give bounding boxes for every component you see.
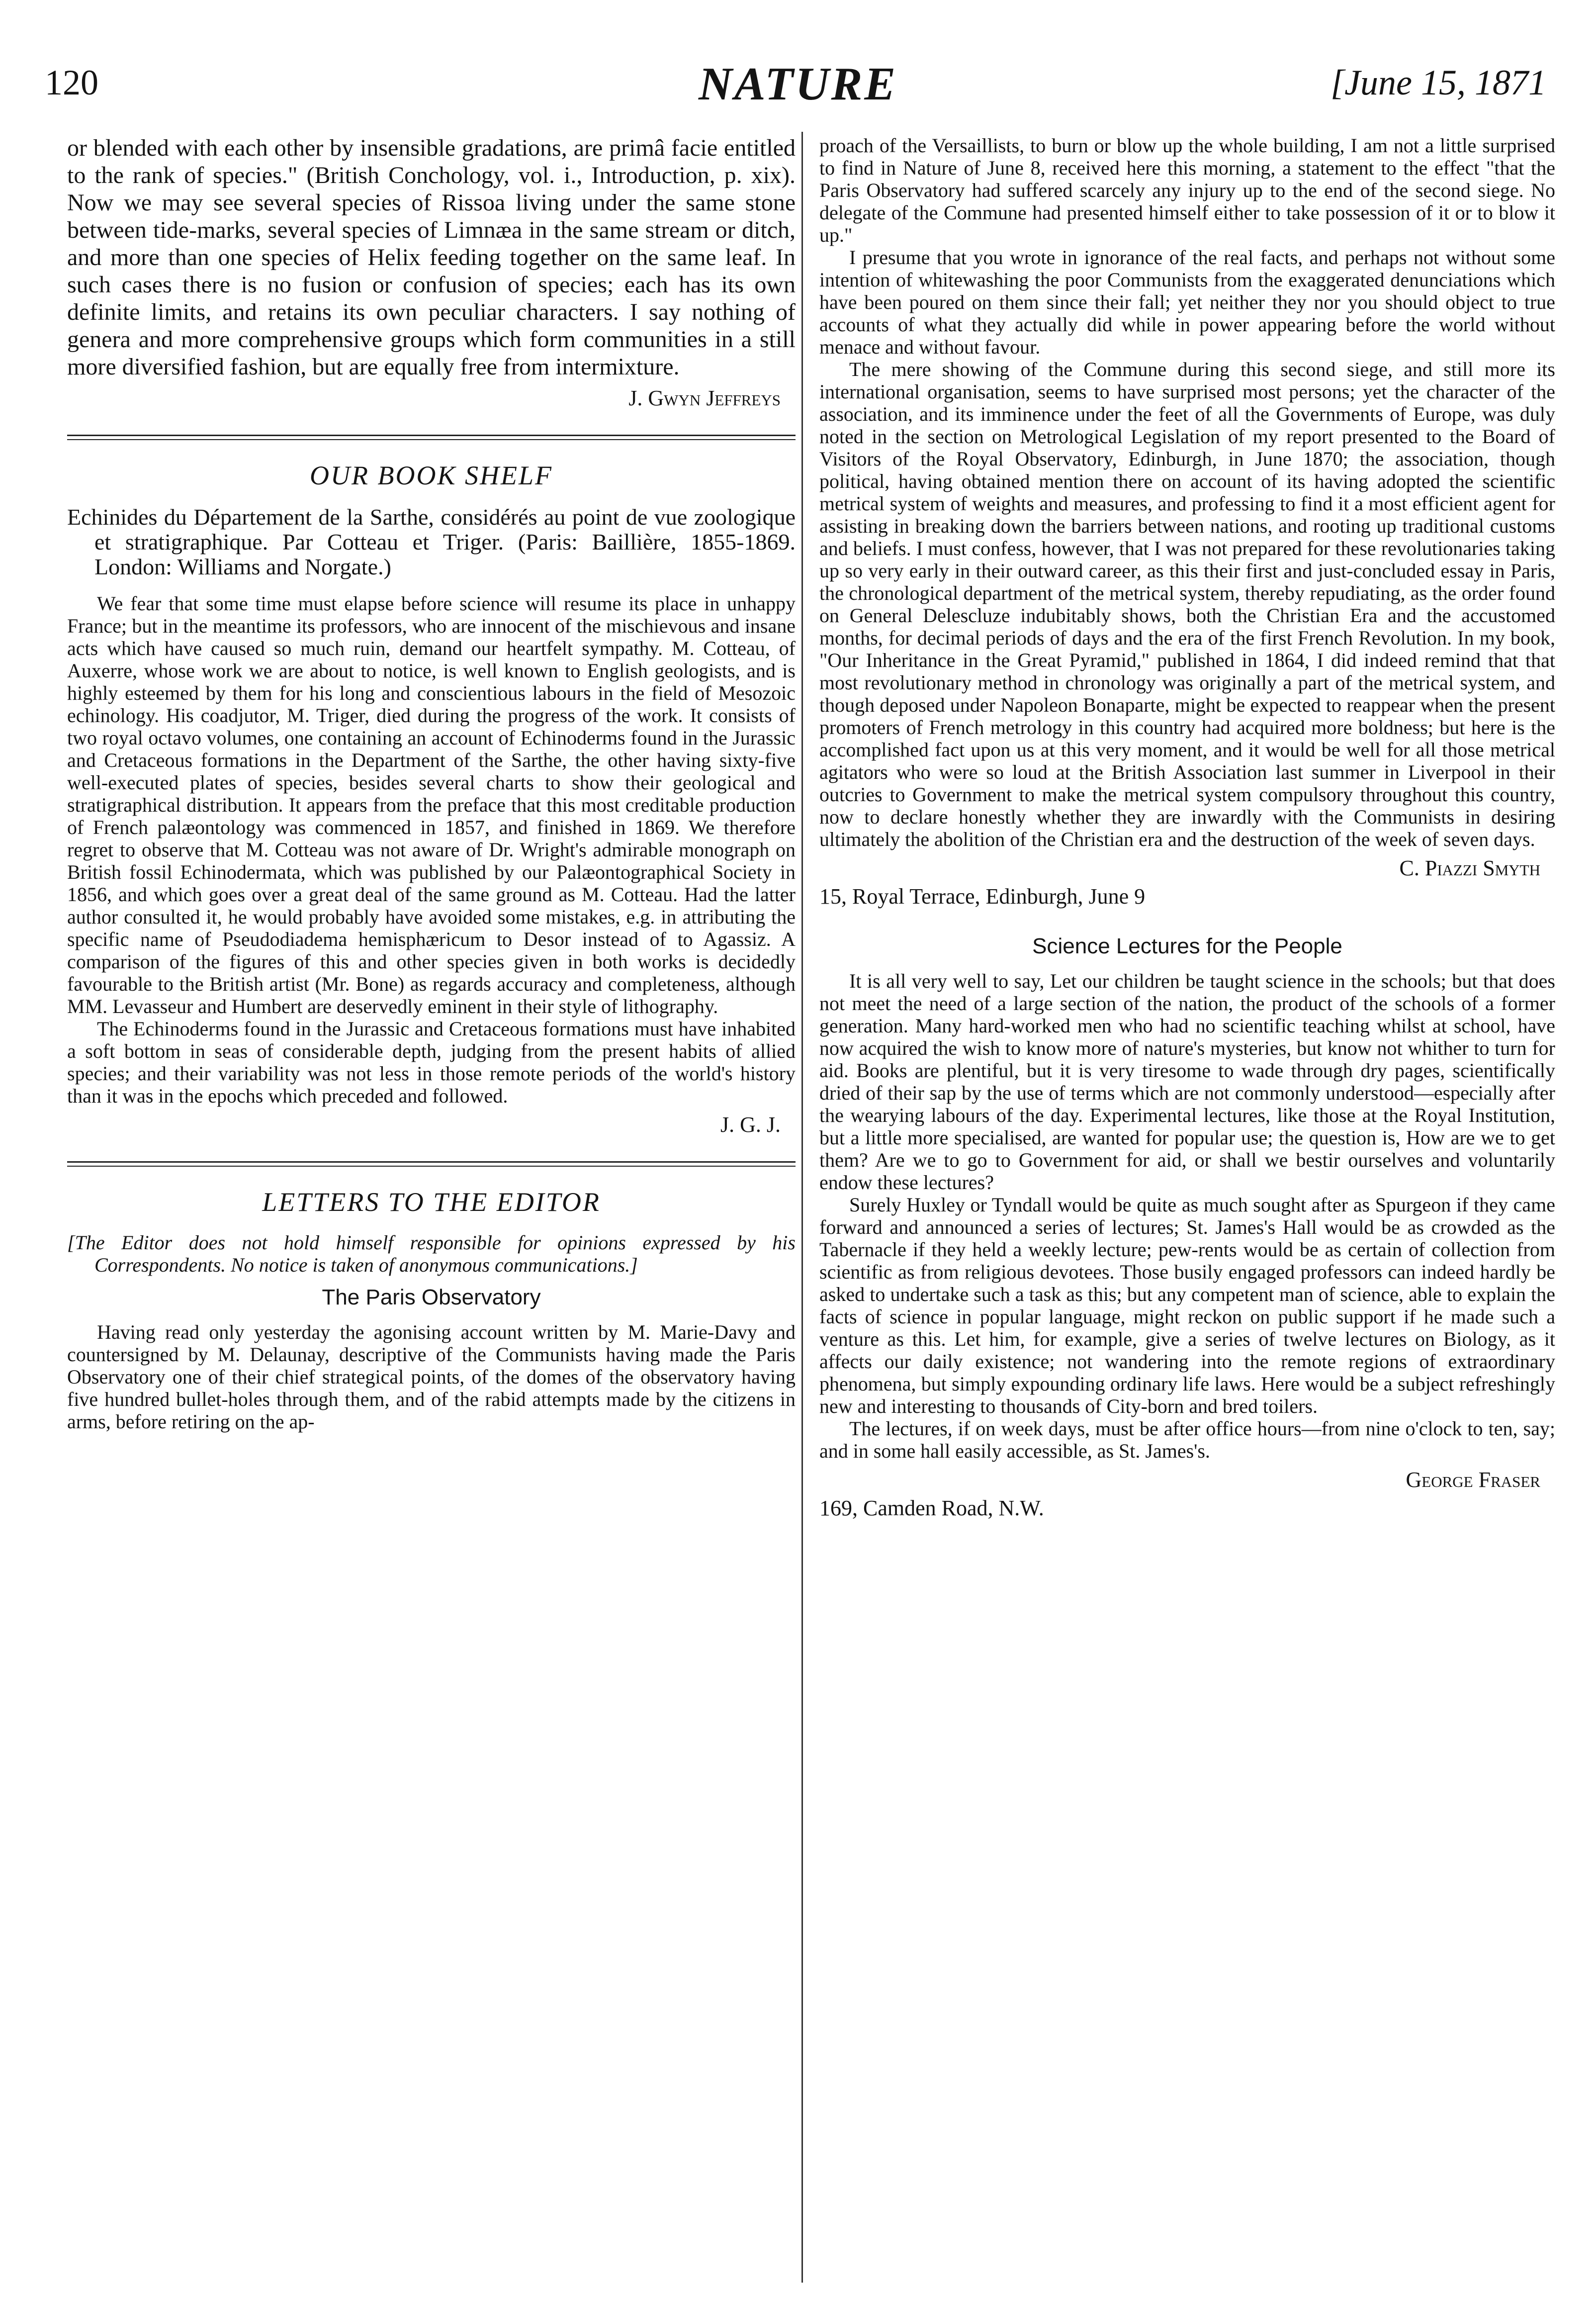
column-divider [801, 132, 803, 2283]
section-rule [67, 1161, 796, 1167]
letters-heading: LETTERS TO THE EDITOR [262, 1187, 601, 1217]
book-reference: Echinides du Département de la Sarthe, considérés au point de vue zoologique et stratigraphique. Par Cotteau et Triger. (Paris: Baillière, 1855-1869. London: Williams and Norgate.) [67, 504, 796, 579]
lectures-paragraph: Surely Huxley or Tyndall would be quite as much sought after as Spurgeon if they came forward and announced a series of lectures; St. James's Hall would be as crowded as the Tabernacle if they held a weekly lecture; pew-rents would be as certain of collection from scientific as from religious devotees. Those busily engaged professors can indeed hardly be asked to undertake such a task as this; but any competent man of science, able to explain the facts of science in popular language, might reckon on public support if he made such a venture as this. Let him, for example, give a series of twelve lectures on Biology, as it affects our daily existence; not wandering into the remote regions of extraordinary phenomena, but simply expounding ordinary life laws. Here would be a subject refreshingly new and interesting to thousands of City-born and bred toilers. [819, 1194, 1555, 1417]
lectures-title: Science Lectures for the People [1032, 934, 1342, 958]
lectures-paragraph: It is all very well to say, Let our children be taught science in the schools; but that does not meet the need of a large section of the nation, the product of the schools of a former generation. Many hard-worked men who had no scientific teaching whilst at school, have now acquired the wish to know more of nature's mysteries, but know not whither to turn for aid. Books are plentiful, but it is very tiresome to wade through dry pages, scientifically dried of their sap by the use of terms which are not commonly understood—especially after the wearying labours of the day. Experimental lectures, like those at the Royal Institution, but a little more specialised, are wanted for popular use; the question is, How are we to get them? Are we to go to Government for aid, or shall we bestir ourselves and voluntarily endow these lectures? [819, 970, 1555, 1194]
smyth-signature: C. Piazzi Smyth [1399, 856, 1540, 880]
left-column [67, 134, 796, 1433]
observatory-paragraph: The mere showing of the Commune during this second siege, and still more its international organisation, seems to have surprised most persons; yet the character of the association, and its imminence under the feet of all the Governments of Europe, was duly noted in the section on Metrological Legislation of my report presented to the Board of Visitors of the Royal Observatory, Edinburgh, in June 1870; the association, though political, having obtained mention there on account of its having adopted the scientific metrical system of weights and measures, and professing to find it a most efficient agent for assisting in breaking down the barriers between nations, and rooting up traditional customs and beliefs. I must confess, however, that I was not prepared for these revolutionaries taking up so very early in their outward career, as this their first and just-concluded essay in Paris, the chronological department of the metrical system, thereby repudiating, as the order found on General Delescluze indubitably shows, both the Christian Era and the accustomed months, for decimal periods of days and the era of the first French Revolution. In my book, "Our Inheritance in the Great Pyramid," published in 1864, I did indeed remind that that most revolutionary method in chronology was originally a part of the metrical system, and though deposed under Napoleon Bonaparte, might be expected to reappear when the present promoters of French metrology in this country had acquired more boldness; but here is the accomplished fact upon us at this very moment, and it would be well for all those metrical agitators who were so loud at the British Association last summer in Liverpool in their outcries to Government to make the metrical system compulsory throughout this country, now to declare honestly whether they are inwardly with the Communists in desiring ultimately the abolition of the Christian era and the destruction of the week of seven days. [819, 358, 1555, 850]
jeffreys-letter-end: or blended with each other by insensible gradations, are primâ facie entitled to the rank of species." (British Conchology, vol. i., Introduction, p. xix). Now we may see several species of Rissoa living under the same stone between tide-marks, several species of Limnæa in the same stream or ditch, and more than one species of Helix feeding together on the same leaf. In such cases there is no fusion or confusion of species; each has its own definite limits, and retains its own peculiar characters. I say nothing of genera and more comprehensive groups which form communities in a still more diversified fashion, but are equally free from intermixture. [67, 135, 796, 380]
observatory-paragraph: proach of the Versaillists, to burn or blow up the whole building, I am not a little surprised to find in Nature of June 8, received here this morning, a statement to the effect "that the Paris Observatory had suffered scarcely any injury up to the end of the second siege. No delegate of the Commune had presented himself either to take possession of it or to blow it up." [819, 134, 1555, 246]
bookshelf-heading: OUR BOOK SHELF [310, 461, 553, 490]
issue-date: [June 15, 1871 [1330, 63, 1546, 102]
right-column [819, 134, 1555, 1521]
observatory-paragraph: I presume that you wrote in ignorance of the real facts, and perhaps not without some intention of whitewashing the poor Communists from the exaggerated denunciations which have been poured on them since their fall; yet neither they nor you should object to true accounts of what they actually did while in power appearing before the world without menace and without favour. [819, 246, 1555, 358]
smyth-address: 15, Royal Terrace, Edinburgh, June 9 [819, 884, 1146, 909]
fraser-signature: George Fraser [1406, 1468, 1540, 1492]
section-rule [67, 435, 796, 440]
lectures-paragraph: The lectures, if on week days, must be after office hours—from nine o'clock to ten, say; and in some hall easily accessible, as St. James's. [819, 1417, 1555, 1462]
page-number: 120 [45, 63, 98, 102]
review-signature: J. G. J. [720, 1112, 781, 1137]
review-paragraph: The Echinoderms found in the Jurassic and Cretaceous formations must have inhabited a soft bottom in seas of considerable depth, judging from the present habits of allied species; and their variability was not less in those remote periods of the world's history than it was in the epochs which preceded and followed. [67, 1017, 796, 1107]
journal-title: NATURE [698, 58, 898, 110]
observatory-title: The Paris Observatory [322, 1285, 541, 1309]
running-header [0, 57, 1596, 122]
review-paragraph: We fear that some time must elapse before science will resume its place in unhappy France; but in the meantime its professors, who are innocent of the mischievous and insane acts which have caused so much ruin, demand our heartfelt sympathy. M. Cotteau, of Auxerre, whose work we are about to notice, is well known to English geologists, and is highly esteemed by them for his long and conscientious labours in the field of Mesozoic echinology. His coadjutor, M. Triger, died during the progress of the work. It consists of two royal octavo volumes, one containing an account of Echinoderms found in the Jurassic and Cretaceous formations in the Department of the Sarthe, the other having sixty-five well-executed plates of species, besides several charts to show their geological and stratigraphical distribution. It appears from the preface that this most creditable production of French palæontology was commenced in 1857, and finished in 1869. We therefore regret to observe that M. Cotteau was not aware of Dr. Wright's admirable monograph on British fossil Echinodermata, which was published by our Palæontographical Society in 1856, and which goes over a great deal of the same ground as M. Cotteau. Had the latter author consulted it, he would probably have avoided some mistakes, e.g. in attributing the specific name of Pseudodiadema hemisphæricum to Desor instead of to Agassiz. A comparison of the figures of this and other species given in both works is decidedly favourable to the British artist (Mr. Bone) as regards accuracy and completeness, although MM. Levasseur and Humbert are deservedly eminent in their style of lithography. [67, 592, 796, 1017]
fraser-address: 169, Camden Road, N.W. [819, 1496, 1044, 1520]
jeffreys-signature: J. Gwyn Jeffreys [628, 386, 781, 410]
observatory-paragraph: Having read only yesterday the agonising account written by M. Marie-Davy and countersigned by M. Delaunay, descriptive of the Communists having made the Paris Observatory one of their chief strategical points, of the domes of the observatory having five hundred bullet-holes through them, and of the rabid attempts made by the citizens in arms, before retiring on the ap- [67, 1321, 796, 1433]
editor-note: [The Editor does not hold himself responsible for opinions expressed by his Correspondents. No notice is taken of anonymous communications.] [67, 1231, 796, 1276]
